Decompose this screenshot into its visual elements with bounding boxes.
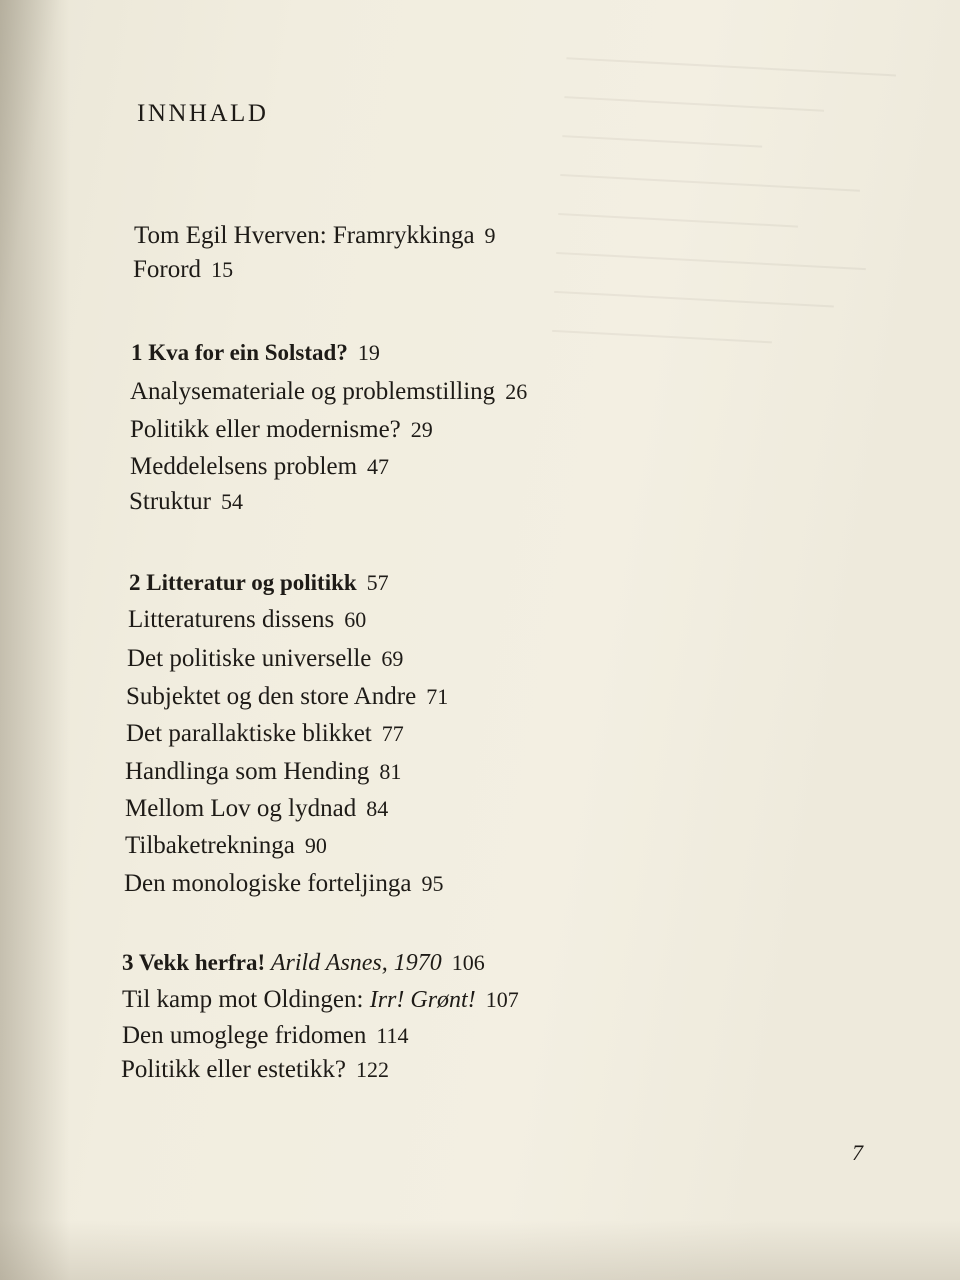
entry-page: 54 xyxy=(220,489,243,514)
entry-page: 29 xyxy=(410,417,433,442)
entry-page: 84 xyxy=(366,796,389,821)
chapter-title-italic: Arild Asnes, 1970 xyxy=(270,950,442,976)
entry-page: 69 xyxy=(381,646,404,671)
entry-title: Tilbaketrekninga xyxy=(125,832,295,859)
entry-title: Politikk eller estetikk? xyxy=(121,1056,346,1083)
toc-entry xyxy=(122,986,519,1014)
chapter-entry xyxy=(129,570,389,596)
page-number: 7 xyxy=(852,1140,863,1165)
entry-page: 60 xyxy=(344,607,367,632)
entry-title: Mellom Lov og lydnad xyxy=(125,795,357,822)
toc-heading: INNHALD xyxy=(137,100,269,127)
toc-entry xyxy=(130,453,389,481)
entry-title: Tom Egil Hverven: Framrykkinga xyxy=(134,222,475,249)
chapter-title: 3 Vekk herfra! xyxy=(122,950,266,975)
toc-entry xyxy=(130,378,527,406)
chapter-page: 57 xyxy=(366,570,389,595)
entry-page: 77 xyxy=(381,721,404,746)
entry-title: Handlinga som Hending xyxy=(125,758,370,785)
entry-page: 71 xyxy=(426,684,449,709)
entry-page: 9 xyxy=(484,223,496,248)
toc-entry xyxy=(130,416,433,444)
entry-title-italic: Irr! Grønt! xyxy=(369,987,476,1013)
toc-entry xyxy=(124,870,443,898)
entry-page: 114 xyxy=(376,1023,409,1048)
entry-page: 81 xyxy=(379,759,402,784)
toc-entry xyxy=(128,606,366,634)
entry-title: Den monologiske forteljinga xyxy=(124,870,412,897)
entry-page: 107 xyxy=(485,987,519,1012)
entry-page: 90 xyxy=(304,833,327,858)
entry-title: Litteraturens dissens xyxy=(128,606,335,633)
toc-entry xyxy=(125,795,388,823)
entry-title: Analysemateriale og problemstilling xyxy=(130,378,496,405)
toc-entry xyxy=(126,683,448,711)
entry-page: 47 xyxy=(367,454,390,479)
toc-entry xyxy=(129,488,243,516)
toc-entry xyxy=(122,1022,409,1050)
entry-title: Politikk eller modernisme? xyxy=(130,416,401,443)
chapter-entry xyxy=(122,950,485,977)
entry-title: Det parallaktiske blikket xyxy=(126,720,372,747)
toc-entry xyxy=(127,645,403,673)
entry-title: Forord xyxy=(133,256,202,283)
chapter-page: 106 xyxy=(451,950,485,975)
chapter-title: 1 Kva for ein Solstad? xyxy=(131,340,348,365)
toc-entry xyxy=(125,758,401,786)
entry-title: Subjektet og den store Andre xyxy=(126,683,417,710)
toc-entry xyxy=(126,720,404,748)
toc-entry xyxy=(125,832,327,860)
entry-title: Til kamp mot Oldingen: xyxy=(122,986,364,1013)
entry-title: Det politiske universelle xyxy=(127,645,372,672)
toc-entry xyxy=(121,1056,389,1084)
toc-entry xyxy=(133,256,233,284)
entry-title: Struktur xyxy=(129,488,211,515)
chapter-page: 19 xyxy=(357,340,380,365)
entry-page: 95 xyxy=(421,871,444,896)
chapter-entry xyxy=(131,340,380,366)
chapter-title: 2 Litteratur og politikk xyxy=(129,570,357,595)
entry-title: Meddelelsens problem xyxy=(130,453,358,480)
entry-page: 15 xyxy=(211,257,234,282)
entry-page: 26 xyxy=(505,379,528,404)
entry-page: 122 xyxy=(355,1057,389,1082)
toc-entry xyxy=(134,222,496,250)
entry-title: Den umoglege fridomen xyxy=(122,1022,367,1049)
